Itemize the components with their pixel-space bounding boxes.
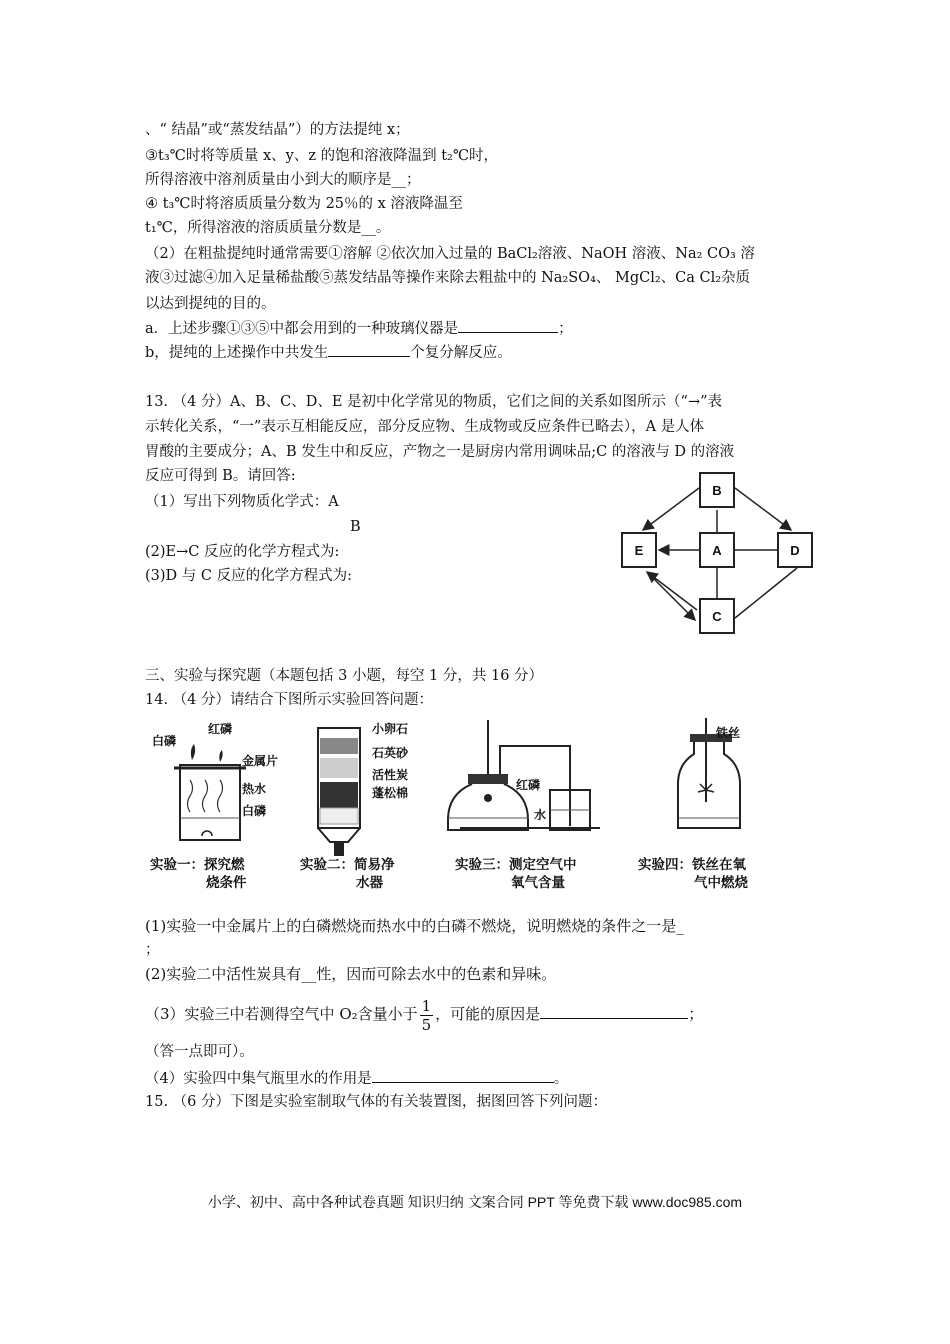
text-line: ④ t₃℃时将溶质质量分数为 25％的 x 溶液降温至: [145, 196, 463, 212]
label: 白磷: [242, 804, 267, 818]
arrow-c-to-e: [647, 572, 697, 610]
text-line: (2)实验二中活性炭具有__性，因而可除去水中的色素和异味。: [145, 965, 557, 983]
text-line: 示转化关系，“一”表示互相能反应，部分反应物、生成物或反应条件已略去），A 是人体: [145, 419, 705, 435]
node-a: A: [699, 532, 735, 568]
answer-blank[interactable]: [458, 318, 558, 333]
node-b: B: [699, 472, 735, 508]
fraction: $\frac{1}{5}$: [421, 996, 432, 1034]
question-text: b，提纯的上述操作中共发生: [145, 345, 329, 361]
question-text: 。: [553, 1071, 569, 1087]
label: 石英砂: [372, 746, 409, 760]
label: 白磷: [152, 734, 177, 748]
label: 活性炭: [372, 768, 409, 782]
text-line: (1)实验一中金属片上的白磷燃烧而热水中的白磷不燃烧，说明燃烧的条件之一是_: [145, 917, 684, 935]
text-line: [145, 1068, 568, 1089]
text-line: 14. （4 分）请结合下图所示实验回答问题：: [145, 692, 434, 708]
question-text: a．上述步骤①③⑤中都会用到的一种玻璃仪器是: [145, 321, 459, 337]
arrow-b-to-d: [735, 488, 791, 530]
text-line: (3)D 与 C 反应的化学方程式为:: [145, 568, 352, 584]
answer-blank[interactable]: [540, 1004, 688, 1019]
text-line: ③t₃℃时将等质量 x、y、z 的饱和溶液降温到 t₂℃时，: [145, 148, 499, 164]
answer-blank[interactable]: [372, 1068, 554, 1083]
text-line: 13. （4 分）A、B、C、D、E 是初中化学常见的物质，它们之间的关系如图所示（“→”表: [145, 394, 723, 410]
question-text: （3）实验三中若测得空气中 O₂含量小于: [145, 1005, 418, 1023]
page-footer: 小学、初中、高中各种试卷真题 知识归纳 文案合同 PPT 等免费下载 www.doc985.com: [207, 1194, 743, 1210]
label: 小卵石: [372, 722, 409, 736]
label: 金属片: [242, 754, 279, 768]
text-line: 所得溶液中溶剂质量由小到大的顺序是__；: [145, 172, 421, 188]
label: 铁丝: [716, 726, 741, 740]
answer-blank[interactable]: [328, 342, 410, 357]
section-heading: 三、实验与探究题（本题包括 3 小题，每空 1 分，共 16 分）: [145, 668, 544, 684]
question-text: （4）实验四中集气瓶里水的作用是: [145, 1071, 372, 1087]
text-line: 15. （6 分）下图是实验室制取气体的有关装置图，据图回答下列问题：: [145, 1094, 608, 1110]
filter-icon: [318, 728, 360, 856]
node-c: C: [699, 598, 735, 634]
text-line: t₁℃，所得溶液的溶质质量分数是__。: [145, 220, 391, 236]
node-e: E: [621, 532, 657, 568]
text-line: 反应可得到 B。请回答:: [145, 468, 296, 484]
caption: 实验一：探究燃 烧条件: [150, 857, 247, 891]
text-line: ；: [145, 942, 160, 958]
text-line: （2）在粗盐提纯时通常需要①溶解 ②依次加入过量的 BaCl₂溶液、NaOH 溶液、Na₂ CO₃ 溶: [145, 246, 755, 262]
text-line: 、“ 结晶”或“蒸发结晶”）的方法提纯 x；: [145, 122, 410, 138]
text-line: 胃酸的主要成分；A、B 发生中和反应，产物之一是厨房内常用调味品;C 的溶液与 D 的溶液: [145, 444, 735, 460]
text-line: [145, 342, 512, 363]
label: 红磷: [516, 778, 541, 792]
label: 红磷: [208, 722, 233, 736]
arrow-e-to-c: [651, 576, 695, 620]
question-text: ；: [688, 1005, 704, 1023]
text-line: 以达到提纯的目的。: [145, 296, 276, 312]
arrow-b-to-e: [643, 488, 699, 530]
question-text: 个复分解反应。: [410, 345, 512, 361]
experiment-figure: [150, 710, 788, 898]
question-text: ；: [558, 321, 573, 337]
text-line: (2)E→C 反应的化学方程式为:: [145, 544, 340, 560]
text-line: （1）写出下列物质化学式：A: [145, 494, 339, 510]
text-line: B: [350, 519, 361, 535]
caption: 实验四：铁丝在氧 气中燃烧: [638, 857, 748, 891]
text-line: [145, 994, 703, 1034]
label: 蓬松棉: [372, 786, 409, 800]
question-text: ，可能的原因是: [435, 1005, 541, 1023]
beaker-icon: [174, 744, 246, 840]
node-d: D: [777, 532, 813, 568]
caption: 实验三：测定空气中 氧气含量: [455, 857, 577, 891]
flask-icon: [448, 720, 600, 830]
text-line: [145, 318, 573, 339]
line-d-c: [735, 568, 797, 618]
text-line: 液③过滤④加入足量稀盐酸⑤蒸发结晶等操作来除去粗盐中的 Na₂SO₄、 MgCl₂、Ca Cl₂杂质: [145, 270, 751, 286]
label: 热水: [242, 782, 267, 796]
text-line: （答一点即可）。: [145, 1044, 254, 1060]
label: 水: [534, 808, 547, 822]
caption: 实验二：简易净 水器: [300, 857, 395, 891]
